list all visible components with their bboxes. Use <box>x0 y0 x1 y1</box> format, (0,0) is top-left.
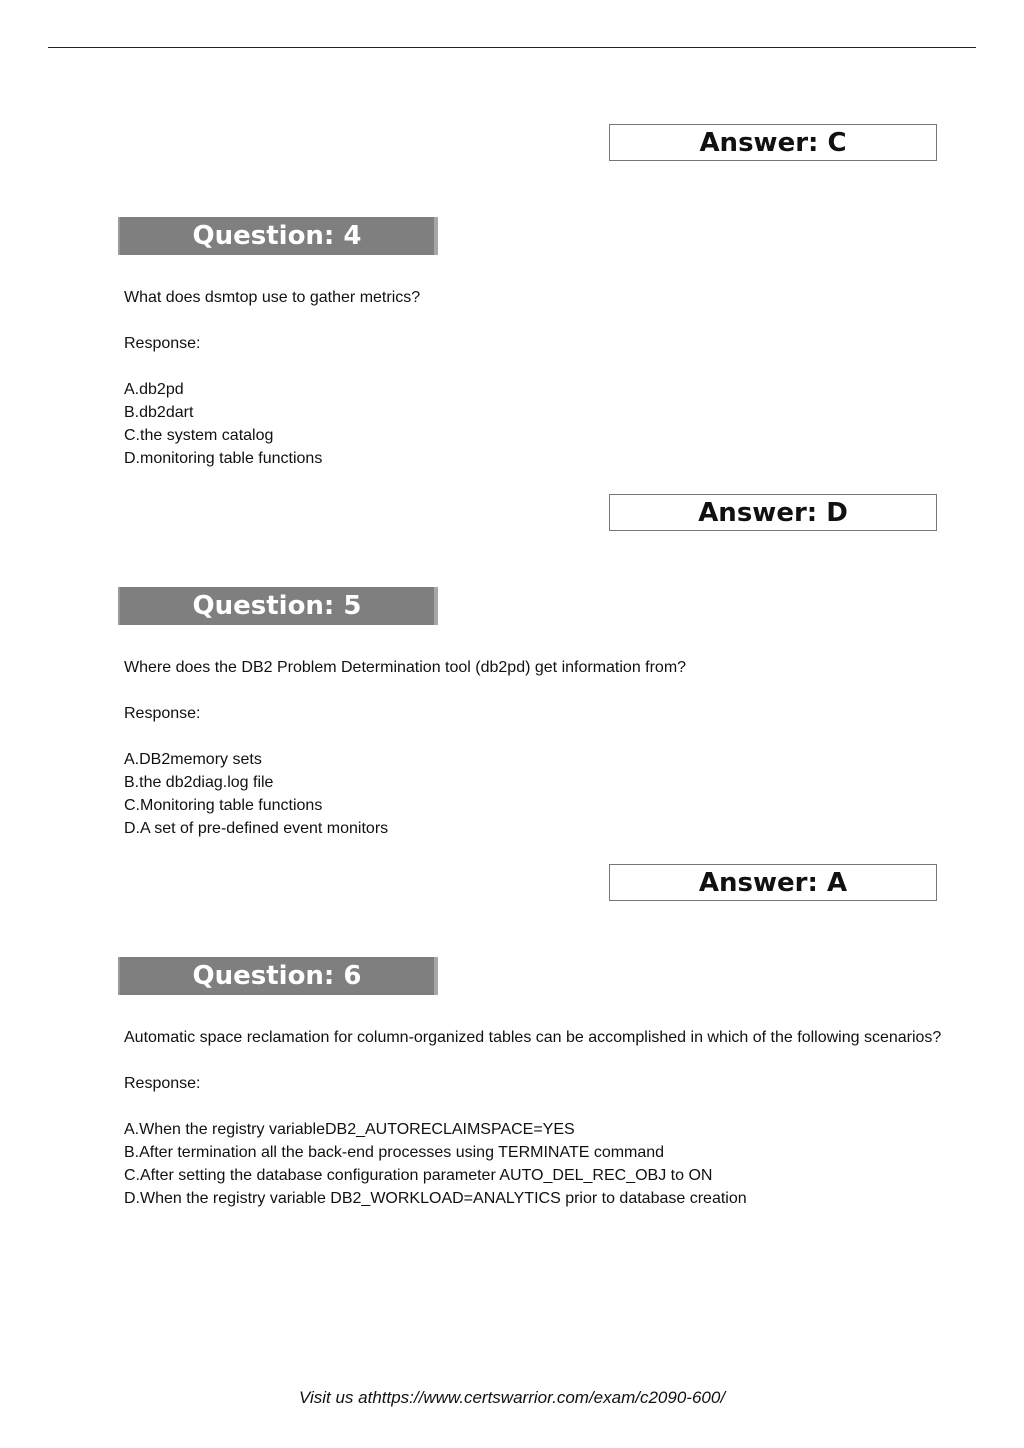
question-title: Question: 4 <box>192 221 362 251</box>
option-a: A.db2pd <box>124 381 184 398</box>
answer-box <box>609 864 937 901</box>
response-label: Response: <box>124 1075 201 1092</box>
option-a: A.When the registry variableDB2_AUTORECLAIMSPACE=YES <box>124 1121 575 1138</box>
footer-link-text: Visit us athttps://www.certswarrior.com/exam/c2090-600/ <box>298 1388 726 1407</box>
question-heading <box>118 587 438 625</box>
question-prompt: What does dsmtop use to gather metrics? <box>124 289 421 306</box>
question-heading <box>118 217 438 255</box>
option-d: D.When the registry variable DB2_WORKLOAD=ANALYTICS prior to database creation <box>124 1190 747 1207</box>
option-c: C.After setting the database configuration parameter AUTO_DEL_REC_OBJ to ON <box>124 1167 713 1184</box>
question-title: Question: 6 <box>192 961 362 991</box>
question-body <box>124 656 944 840</box>
option-d: D.A set of pre-defined event monitors <box>124 820 389 837</box>
answer-box <box>609 494 937 531</box>
option-b: B.the db2diag.log file <box>124 774 274 791</box>
question-prompt: Automatic space reclamation for column-organized tables can be accomplished in which of the following scenarios? <box>124 1029 942 1046</box>
answer-label: Answer: C <box>699 127 847 158</box>
option-b: B.db2dart <box>124 404 194 421</box>
option-d: D.monitoring table functions <box>124 450 323 467</box>
answer-label: Answer: A <box>698 867 848 898</box>
question-body <box>124 1026 944 1210</box>
answer-label: Answer: D <box>698 497 848 528</box>
response-label: Response: <box>124 335 201 352</box>
option-a: A.DB2memory sets <box>124 751 262 768</box>
option-c: C.the system catalog <box>124 427 274 444</box>
answer-box <box>609 124 937 161</box>
question-heading <box>118 957 438 995</box>
question-prompt: Where does the DB2 Problem Determination tool (db2pd) get information from? <box>124 659 687 676</box>
option-b: B.After termination all the back-end processes using TERMINATE command <box>124 1144 665 1161</box>
question-body <box>124 286 944 470</box>
question-title: Question: 5 <box>192 591 362 621</box>
option-c: C.Monitoring table functions <box>124 797 323 814</box>
response-label: Response: <box>124 705 201 722</box>
header-rule <box>48 47 976 48</box>
